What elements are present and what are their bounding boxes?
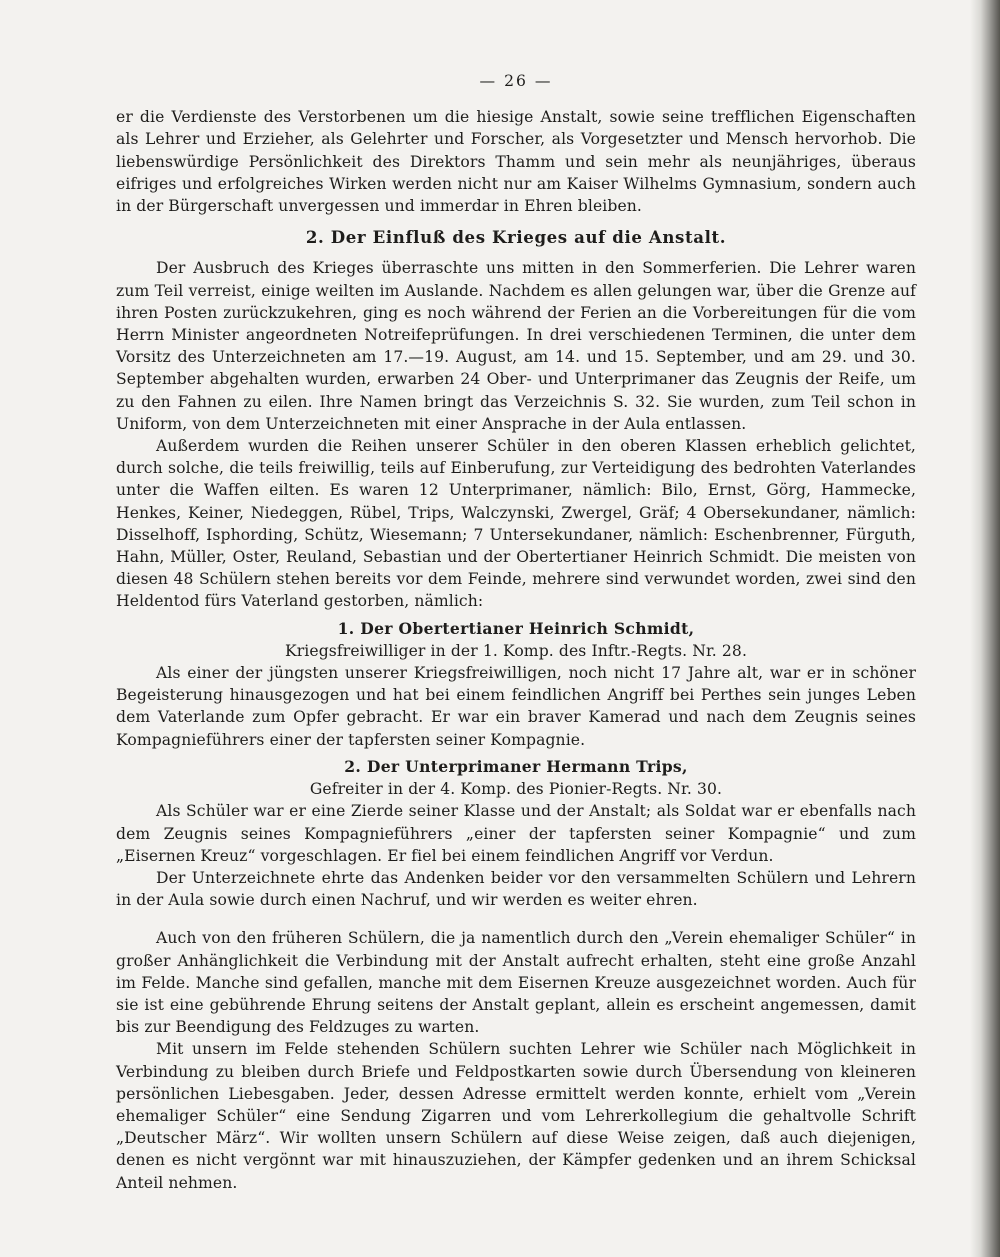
paragraph-war-outbreak: Der Ausbruch des Krieges überraschte uns mitten in den Sommerferien. Die Lehrer waren zum Teil verreist, einige weilten im Auslande. Nachdem es allen gelungen war, über die Grenze auf ihren Posten zurückzukehren, ging es noch während der Ferien an die Vorbereitungen für die vom Herrn Minister angeordneten Notreifeprüfungen. In drei verschiedenen Terminen, die unter dem Vorsitz des Unterzeichneten am 17.—19. August, am 14. und 15. September, und am 29. und 30. September abgehalten wurden, erwarben 24 Ober- und Unterprimaner das Zeugnis der Reife, um zu den Fahnen zu eilen. Ihre Namen bringt das Verzeichnis S. 32. Sie wurden, zum Teil schon in Uniform, von dem Unterzeichneten mit einer Ansprache in der Aula entlassen. bbox=[116, 259, 916, 433]
fallen-student-1-unit: Kriegsfreiwilliger in der 1. Komp. des Inftr.-Regts. Nr. 28. bbox=[284, 641, 748, 660]
fallen-student-2-unit: Gefreiter in der 4. Komp. des Pionier-Regts. Nr. 30. bbox=[309, 780, 723, 799]
paragraph-gap bbox=[116, 911, 916, 927]
fallen-student-1-title: 1. Der Obertertianer Heinrich Schmidt, bbox=[337, 618, 695, 638]
paragraph-schmidt: Als einer der jüngsten unserer Kriegsfreiwilligen, noch nicht 17 Jahre alt, war er in schöner Begeisterung hinausgezogen und hat bei einem feindlichen Angriff bei Perthes sein junges Leben dem Vaterlande zum Opfer gebracht. Er war ein braver Kamerad und nach dem Zeugnis seines Kompagnieführers einer der tapfersten seiner Kompagnie. bbox=[116, 664, 916, 749]
book-spine-shadow bbox=[970, 0, 1000, 1257]
fallen-student-2-title: 2. Der Unterprimaner Hermann Trips, bbox=[344, 756, 688, 776]
paragraph-former-students: Auch von den früheren Schülern, die ja namentlich durch den „Verein ehemaliger Schüler“ in großer Anhänglichkeit die Verbindung mit der Anstalt aufrecht erhalten, steht eine große Anzahl im Felde. Manche sind gefallen, manche mit dem Eisernen Kreuze ausgezeichnet worden. Auch für sie ist eine gebührende Ehrung seitens der Anstalt geplant, allein es erscheint angemessen, damit bis zur Beendigung des Feldzuges zu warten. bbox=[116, 929, 916, 1037]
paragraph-students-enlisted: Außerdem wurden die Reihen unserer Schüler in den oberen Klassen erheblich gelichtet, durch solche, die teils freiwillig, teils auf Einberufung, zur Verteidigung des bedrohten Vaterlandes unter die Waffen eilten. Es waren 12 Unterprimaner, nämlich: Bilo, Ernst, Görg, Hammecke, Henkes, Keiner, Niedeggen, Rübel, Trips, Walczynski, Zwergel, Gräf; 4 Obersekundaner, nämlich: Disselhoff, Isphording, Schütz, Wiesemann; 7 Untersekundaner, nämlich: Eschenbrenner, Fürguth, Hahn, Müller, Oster, Reuland, Sebastian und der Obertertianer Heinrich Schmidt. Die meisten von diesen 48 Schülern stehen bereits vor dem Feinde, mehrere sind verwundet worden, zwei sind den Heldentod fürs Vaterland gestorben, nämlich: bbox=[116, 437, 916, 611]
section-heading: 2. Der Einfluß des Krieges auf die Anstalt. bbox=[305, 227, 727, 248]
page-number: — 26 — bbox=[479, 72, 553, 90]
document-page bbox=[116, 70, 916, 1194]
paragraph-obituary-continuation: er die Verdienste des Verstorbenen um die hiesige Anstalt, sowie seine trefflichen Eigenschaften als Lehrer und Erzieher, als Gelehrter und Forscher, als Vorgesetzter und Mensch hervorhob. Die liebenswürdige Persönlichkeit des Direktors Thamm und sein mehr als neunjähriges, überaus eifriges und erfolgreiches Wirken werden nicht nur am Kaiser Wilhelms Gymnasium, sondern auch in der Bürgerschaft unvergessen und immerdar in Ehren bleiben. bbox=[116, 108, 916, 216]
paragraph-correspondence: Mit unsern im Felde stehenden Schülern suchten Lehrer wie Schüler nach Möglichkeit in Verbindung zu bleiben durch Briefe und Feldpostkarten sowie durch Übersendung von kleineren persönlichen Liebesgaben. Jeder, dessen Adresse ermittelt werden konnte, erhielt vom „Verein ehemaliger Schüler“ eine Sendung Zigarren und vom Lehrerkollegium die gehaltvolle Schrift „Deutscher März“. Wir wollten unsern Schülern auf diese Weise zeigen, daß auch diejenigen, denen es nicht vergönnt war mit hinauszuziehen, der Kämpfer gedenken und an ihrem Schicksal Anteil nehmen. bbox=[116, 1040, 916, 1192]
paragraph-honoring: Der Unterzeichnete ehrte das Andenken beider vor den versammelten Schülern und Lehrern in der Aula sowie durch einen Nachruf, und wir werden es weiter ehren. bbox=[116, 868, 916, 910]
paragraph-trips: Als Schüler war er eine Zierde seiner Klasse und der Anstalt; als Soldat war er ebenfalls nach dem Zeugnis seines Kompagnieführers „einer der tapfersten seiner Kompagnie“ und zum „Eisernen Kreuz“ vorgeschlagen. Er fiel bei einem feindlichen Angriff vor Verdun. bbox=[116, 802, 916, 865]
